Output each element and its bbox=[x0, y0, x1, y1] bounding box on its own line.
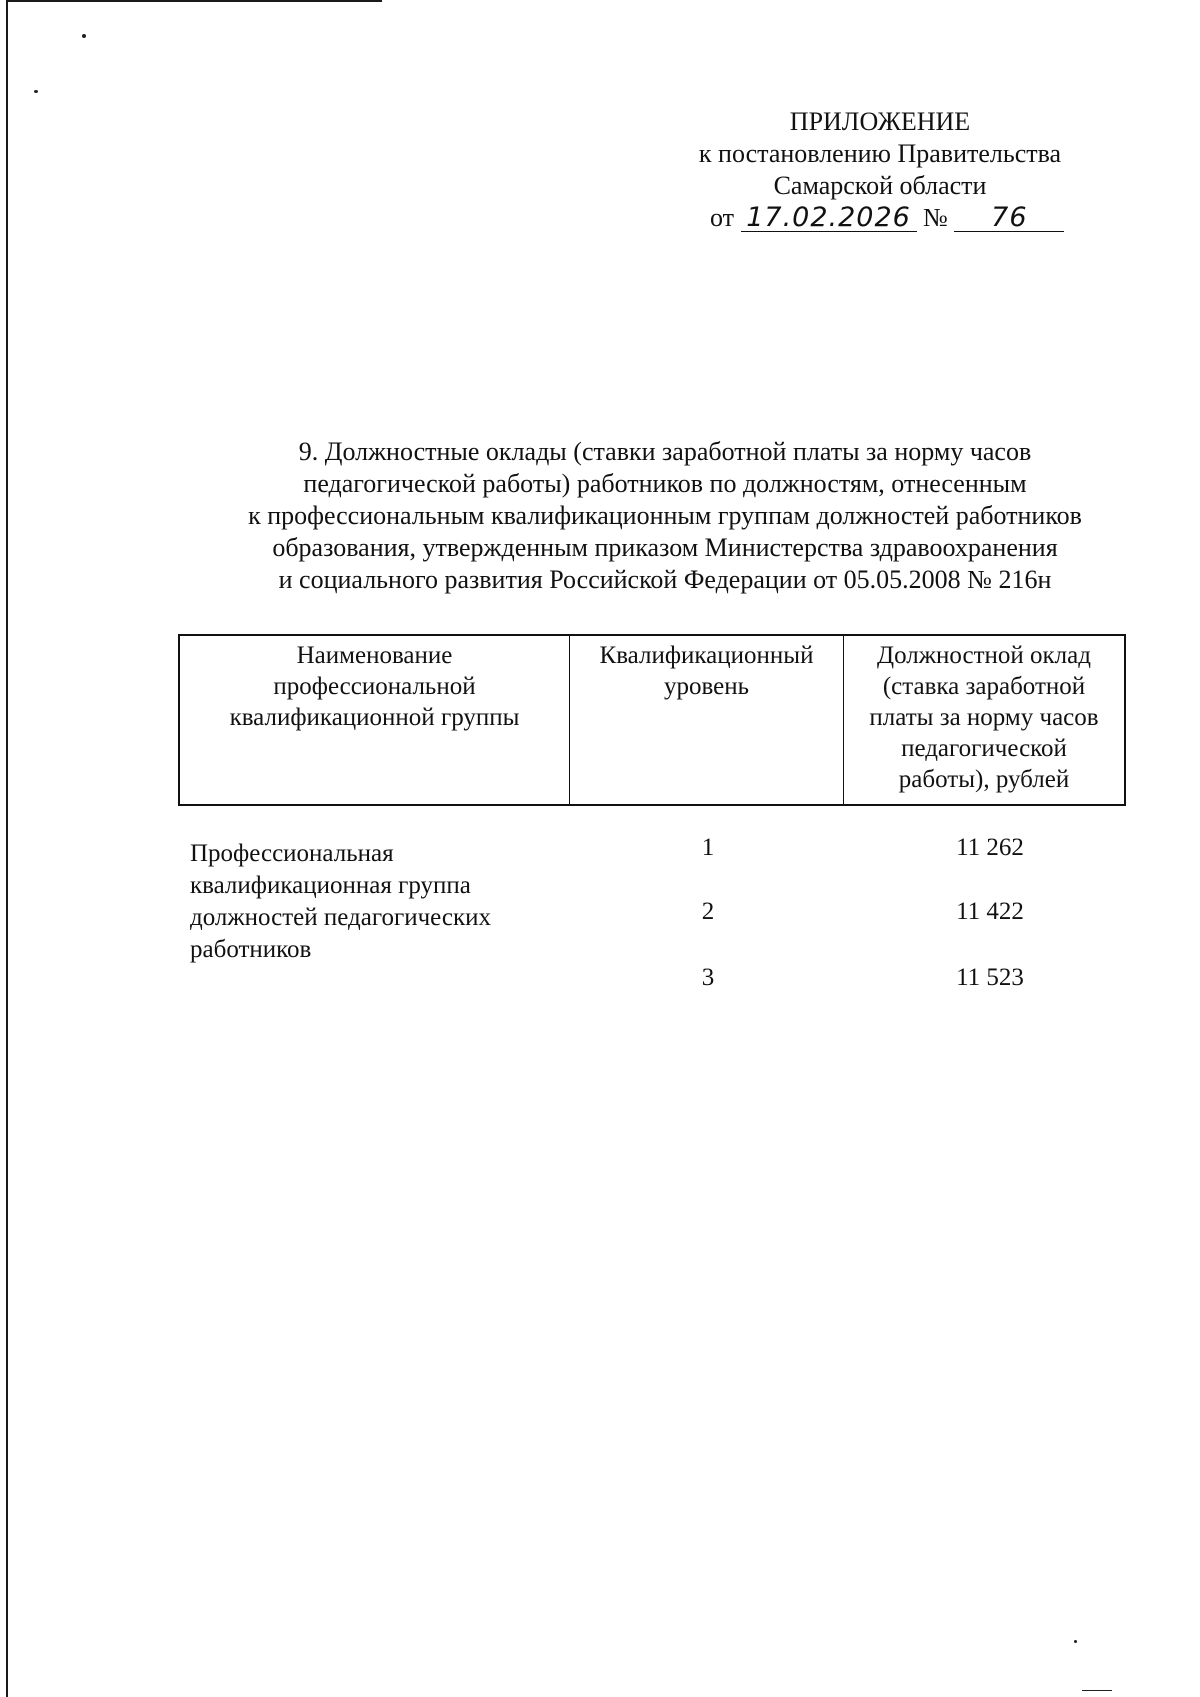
salary-cell: 11 262 bbox=[956, 834, 1024, 861]
level-cell: 1 bbox=[701, 834, 715, 861]
group-name-line: квалификационная группа bbox=[190, 872, 471, 899]
appendix-title: ПРИЛОЖЕНИЕ bbox=[789, 107, 971, 136]
scan-speck bbox=[82, 34, 86, 38]
level-cell: 2 bbox=[701, 898, 715, 925]
group-name-line: должностей педагогических bbox=[190, 904, 492, 931]
header-qualification-level bbox=[570, 636, 844, 804]
scan-speck bbox=[1074, 1640, 1077, 1643]
number-sign: № bbox=[923, 203, 948, 232]
handwritten-date: 17.02.2026 bbox=[741, 205, 917, 232]
header-text: Квалификационный bbox=[599, 642, 814, 669]
salary-table-header bbox=[178, 634, 1126, 806]
appendix-header bbox=[660, 106, 1100, 234]
header-text: квалификационной группы bbox=[229, 704, 520, 731]
header-salary bbox=[844, 636, 1124, 804]
salary-cell: 11 523 bbox=[956, 964, 1024, 991]
from-label: от bbox=[710, 203, 735, 232]
header-text: Должностной оклад bbox=[877, 642, 1091, 669]
scan-speck bbox=[1082, 1690, 1112, 1691]
title-line: к профессиональным квалификационным группам должностей работников bbox=[248, 501, 1082, 530]
scan-edge-top bbox=[6, 0, 382, 2]
header-text: уровень bbox=[663, 673, 750, 700]
header-text: (ставка заработной bbox=[882, 673, 1086, 700]
group-name-line: Профессиональная bbox=[190, 840, 394, 867]
appendix-line-3: Самарской области bbox=[773, 171, 987, 200]
handwritten-number: 76 bbox=[954, 205, 1064, 232]
header-text: Наименование bbox=[296, 642, 453, 669]
title-line: 9. Должностные оклады (ставки заработной платы за норму часов bbox=[298, 437, 1032, 466]
section-title bbox=[170, 436, 1160, 596]
title-line: педагогической работы) работников по должностям, отнесенным bbox=[303, 469, 1027, 498]
header-text: педагогической bbox=[901, 735, 1067, 762]
appendix-line-2: к постановлению Правительства bbox=[698, 139, 1062, 168]
level-cell: 3 bbox=[701, 964, 715, 991]
header-text: платы за норму часов bbox=[869, 704, 1099, 731]
group-name-line: работников bbox=[190, 936, 312, 963]
appendix-date-line bbox=[660, 202, 1100, 234]
scan-speck bbox=[34, 90, 38, 93]
header-text: работы), рублей bbox=[898, 766, 1070, 793]
scan-edge-left bbox=[6, 0, 8, 1697]
header-group-name bbox=[180, 636, 570, 804]
header-text: профессиональной bbox=[273, 673, 476, 700]
group-name-cell bbox=[190, 838, 550, 966]
salary-cell: 11 422 bbox=[956, 898, 1024, 925]
title-line: и социального развития Российской Федерации от 05.05.2008 № 216н bbox=[278, 565, 1052, 594]
title-line: образования, утвержденным приказом Министерства здравоохранения bbox=[272, 533, 1058, 562]
